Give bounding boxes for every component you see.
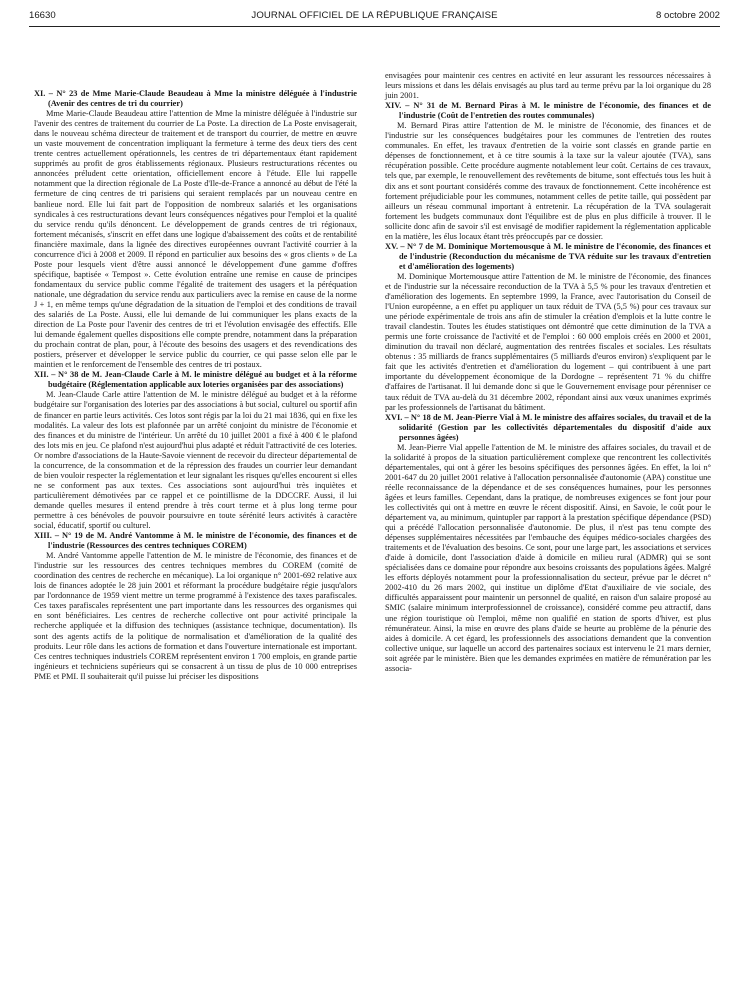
page-number: 16630 (29, 10, 56, 21)
issue-date: 8 octobre 2002 (655, 10, 720, 21)
question-title: XII. – N° 38 de M. Jean-Claude Carle à M. le ministre délégué au budget et à la réforme budgétaire (Réglementation applicable aux loteries organisées par des associations) (34, 370, 357, 390)
question-body: M. Bernard Piras attire l'attention de M. le ministre de l'économie, des finances et de l'industrie sur les conséquences budgétaires pour les communes de l'entretien des routes communales. En effet, les travaux d'entretien de la voirie sont classés en grande partie en dépenses de fonctionnement, et à ce titre soumis à la taxe sur la valeur ajoutée (TVA), sans récupération possible. Cette procédure augmente notablement leur coût. Certains de ces travaux, tels que, par exemple, le renouvellement des revêtements de bitume, sont effectués tous les huit à dix ans et sont pourtant considérés comme des travaux de fonctionnement. Cette incohérence est fortement préjudiciable pour les communes, notamment celles de petite taille, qui possèdent par ailleurs un réseau communal important à entretenir. La récupération de la TVA soulagerait fortement les budgets communaux dont l'équilibre est de plus en plus difficile à trouver. Il le sollicite donc afin de savoir s'il est envisagé de modifier rapidement la réglementation applicable en la matière, les élus locaux étant très préoccupés par ce dossier. (385, 121, 711, 241)
page-header (29, 10, 720, 24)
question-body: Mme Marie-Claude Beaudeau attire l'attention de Mme la ministre déléguée à l'industrie sur l'avenir des centres de traitement du courrier de La Poste. La direction de La Poste envisagerait, dans le nouveau schéma directeur de traitement et de transport du courrier, de mettre en œuvre un vaste mouvement de concentration impliquant la fermeture à terme des deux tiers des cent trente centres actuellement opérationnels, les centres de tri départementaux étant rapidement supprimés au profit de gros établissements régionaux. Plusieurs restructurations récentes ou annoncées préludent cette orientation, officiellement encore à l'étude. Elle lui rappelle notamment que la direction régionale de La Poste d'Ile-de-France a annoncé au début de l'été la fermeture de cinq centres de tri parisiens qui seraient remplacés par un nouveau centre en banlieue nord. Elle lui fait part de l'opposition de nombreux salariés et les organisations syndicales à ces restructurations devant leurs conséquences négatives pour l'emploi et la qualité du service rendu qu'ils dénoncent. Le développement de grands centres de tri régionaux, fortement mécanisés, s'inscrit en effet dans une logique d'abaissement des coûts et de rentabilité financière maximale, dans la lignée des directives européennes ouvrant l'activité courrier à la concurrence d'ici à 2008 et 2009. Il répond en particulier aux besoins des « gros clients » de La Poste pour lesquels vient d'être aussi annoncé le développement d'une gamme d'offres spécifique, baptisée « Tempost ». Cette évolution entraîne une remise en cause de principes fondamentaux du service public comme l'égalité de traitement des usagers et la péréquation nationale, une dégradation du service rendu aux particuliers avec la remise en cause de la norme J + 1, en même temps qu'une dégradation de la situation de l'emploi et des conditions de travail des salariés de La Poste. Aussi, elle lui demande de lui communiquer les plans exacts de la direction de La Poste pour l'avenir des centres de tri et l'évolution envisagée des effectifs. Elle lui demande également quelles dispositions elle compte prendre, notamment dans la préparation du prochain contrat de plan, pour, à l'écoute des besoins des usagers et des revendications des postiers, préserver et développer le service public du courrier, ce qui passe selon elle par le maintien et le renforcement de l'ensemble des centres de tri postaux. (34, 109, 357, 370)
journal-title: JOURNAL OFFICIEL DE LA RÉPUBLIQUE FRANÇAISE (251, 10, 498, 21)
question-title: XVI. – N° 18 de M. Jean-Pierre Vial à M. le ministre des affaires sociales, du travail et de la solidarité (Gestion par les collectivités départementales du dispositif d'aide aux personnes âgées) (385, 412, 711, 442)
question-body: M. Jean-Pierre Vial appelle l'attention de M. le ministre des affaires sociales, du travail et de la solidarité à propos de la situation particulièrement complexe que rencontrent les collectivités départementales, qui ont à gérer les besoins spécifiques des personnes âgées. En effet, la loi n° 2001-647 du 20 juillet 2001 relative à l'allocation personnalisée d'autonomie (APA) constitue une réelle reconnaissance de la dépendance et de ses conséquences humaines, pour les personnes âgées et leurs familles. Cependant, dans la pratique, de nombreuses exigences se font jour pour les collectivités qui ont à mettre en œuvre le récent dispositif. Ainsi, en Savoie, le coût pour le département va, au minimum, quintupler par rapport à la prestation spécifique dépendance (PSD) qui a précédé l'allocation personnalisée d'autonomie. De plus, il n'est pas tenu compte des dépenses supplémentaires nécessitées par l'embauche des équipes médico-sociales chargées des traitements et de l'évaluation des besoins. Ce sont, pour une large part, les associations et services d'aide à domicile, dont l'association d'aide à domicile en milieu rural (ADMR) qui se sont spécialisées dans ce domaine pour répondre aux besoins croissants des populations âgées. Malgré les efforts déployés notamment pour la professionnalisation du secteur, prévue par le décret n° 2002-410 du 26 mars 2002, qui institue un diplôme d'Etat d'auxiliaire de vie sociale, des difficultés apparaissent pour maintenir un personnel de qualité, en raison d'un salaire proposé au SMIC (salaire minimum interprofessionnel de croissance), considéré comme peu attractif, dans une région touristique où l'emploi, même non qualifié en station de sports d'hiver, est plus rémunérateur. Ainsi, la mise en œuvre des plans d'aide se heurte au problème de la pénurie des aides à domicile. A cet égard, les professionnels des associations demandent que la convention collective unique, sur laquelle un accord des partenaires sociaux est intervenu le 21 mars dernier, soit agréée par le ministère. Bien que les demandes exprimées en matière de rémunération par les associa- (385, 442, 711, 673)
question-title: XIII. – N° 19 de M. André Vantomme à M. le ministre de l'économie, des finances et de l'industrie (Ressources des centres techniques COREM) (34, 531, 357, 551)
question-body-continued: envisagées pour maintenir ces centres en activité en leur assurant les ressources nécessaires à leurs missions et dans les délais envisagés au plus tard au terme prévu par la loi organique du 28 juin 2001. (385, 71, 711, 101)
question-body: M. André Vantomme appelle l'attention de M. le ministre de l'économie, des finances et de l'industrie sur les ressources des centres techniques membres du COREM (comité de coordination des centres de recherche en mécanique). La loi organique n° 2001-692 relative aux lois de finances adoptée le 28 juin 2001 et réformant la procédure budgétaire régie jusqu'alors par l'ordonnance de 1959 vient mettre un terme programmé à l'existence des taxes parafiscales. Ces taxes parafiscales représentent une part importante dans les ressources des organismes qui en sont bénéficiaires. Les centres de recherche collective ont pour activité principale la recherche appliquée et la diffusion des techniques (assistance technique, documentation). Ils sont des agents actifs de la politique de normalisation et d'amélioration de la qualité des produits. Leur rôle dans les actions de formation et dans l'ouverture internationale est important. Ces centres techniques industriels COREM représentent environ 1 700 emplois, en grande partie ingénieurs et techniciens supérieurs qui se consacrent à un tissu de plus de 10 000 entreprises PME et PMI. Il souhaiterait qu'il puisse lui préciser les dispositions (34, 551, 357, 681)
right-column (385, 71, 711, 674)
left-column (34, 89, 357, 682)
question-title: XIV. – N° 31 de M. Bernard Piras à M. le ministre de l'économie, des finances et de l'industrie (Coût de l'entretien des routes communales) (385, 101, 711, 121)
question-title: XV. – N° 7 de M. Dominique Mortemousque à M. le ministre de l'économie, des finances et de l'industrie (Reconduction du mécanisme de TVA réduite sur les travaux d'entretien et d'amélioration des logements) (385, 241, 711, 271)
question-body: M. Dominique Mortemousque attire l'attention de M. le ministre de l'économie, des finances et de l'industrie sur la nécessaire reconduction de la TVA à 5,5 % pour les travaux d'entretien et d'amélioration des logements. En septembre 1999, la France, avec l'autorisation du Conseil de l'Union européenne, a en effet pu appliquer un taux réduit de TVA (5,5 %) pour ces travaux sur une période expérimentale de trois ans afin de stimuler la création d'emplois et la lutte contre le travail clandestin. Toutes les études statistiques ont démontré que cette diminution de la TVA a permis une forte croissance de l'activité et de l'emploi : 60 000 emplois créés en 2000 et 2001, diminution du travail non déclaré, augmentation des rentrées fiscales et sociales. Les résultats obtenus : 35 milliards de francs supplémentaires (5 milliards d'euros environ) s'expliquent par le fait que les activités d'entretien et d'amélioration du logement – qui contribuent à une part importante du développement économique de la Dordogne – représentent 71 % du chiffre d'affaires de l'artisanat. Il lui demande donc si que le Gouvernement envisage pour pérenniser ce taux réduit de TVA au-delà du 31 décembre 2002, répondant ainsi aux vœux unanimes exprimés par les professionnels de l'artisanat du bâtiment. (385, 271, 711, 412)
question-body: M. Jean-Claude Carle attire l'attention de M. le ministre délégué au budget et à la réforme budgétaire sur l'organisation des loteries par des associations à but social, culturel ou sportif afin de financer en partie leurs activités. Ces lotos sont régis par la loi du 21 mai 1836, qui en fixe les modalités. La valeur des lots est plafonnée par un arrêté conjoint du ministre de l'économie et des finances et du ministre de l'intérieur. Un arrêté du 10 juillet 2001 a fixé à 400 € le plafond des lots mis en jeu. Ce plafond n'est aujourd'hui plus adapté et réduit l'attractivité de ces loteries. Or nombre d'associations de la Haute-Savoie viennent de recevoir du directeur départemental de la concurrence, de la consommation et de la répression des fraudes un courrier leur demandant de bien vouloir respecter la réglementation et leur signalant les risques qu'elles encourent si elles ne se conforment pas aux textes. Ces associations sont aujourd'hui très inquiètes et particulièrement démotivées par ce rappel et ce pointillisme de la DDCCRF. Aussi, il lui demande quelles mesures il entend prendre à très court terme et à plus long terme pour permettre à ces bénévoles de pouvoir poursuivre en toute sérénité leurs activités à caractère social, éducatif, sportif ou culturel. (34, 390, 358, 531)
question-title: XI. – N° 23 de Mme Marie-Claude Beaudeau à Mme la ministre déléguée à l'industrie (Avenir des centres de tri du courrier) (34, 89, 357, 109)
header-rule (29, 26, 720, 27)
